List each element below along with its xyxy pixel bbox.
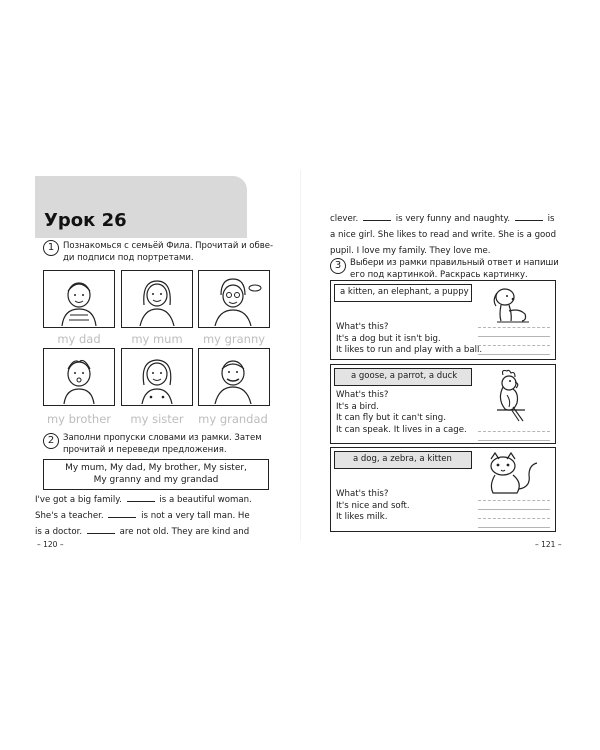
answer-lines-2[interactable]	[478, 423, 550, 441]
task3-line2: его под картинкой. Раскрась картинку.	[350, 269, 528, 280]
exercise-parrot	[330, 364, 556, 444]
task-number-3: 3	[330, 258, 346, 274]
options-box-1: a kitten, an elephant, a puppy	[334, 284, 472, 302]
cont-line1-after: is very funny and naughty.	[395, 214, 511, 224]
ex3-line1: What's this?	[336, 489, 389, 499]
task2-line1: Заполни пропуски словами из рамки. Затем	[63, 433, 262, 443]
dad-portrait-icon	[44, 271, 113, 326]
text-line1-after: is a beautiful woman.	[159, 495, 252, 505]
blank-4[interactable]	[363, 213, 391, 221]
portrait-granny	[198, 270, 270, 328]
parrot-icon	[489, 369, 533, 423]
lesson-title: Урок 26	[44, 210, 127, 231]
text-line2-before: She's a teacher.	[35, 511, 104, 521]
blank-1[interactable]	[127, 494, 155, 502]
caption-my-granny: my granny	[202, 332, 266, 346]
page-number-left: – 120 –	[37, 540, 64, 549]
task2-instructions	[63, 433, 262, 456]
blank-3[interactable]	[87, 526, 115, 534]
continuation-line2: a nice girl. She likes to read and write. She is a good	[330, 230, 557, 240]
page-number-right: – 121 –	[535, 540, 562, 549]
brother-portrait-icon	[44, 349, 113, 404]
ex3-line2: It's nice and soft.	[336, 500, 410, 511]
continuation-line1	[330, 211, 555, 227]
caption-my-brother: my brother	[46, 412, 112, 426]
portrait-grandad	[198, 348, 270, 406]
continuation-line3: pupil. I love my family. They love me.	[330, 246, 491, 256]
portrait-sister	[121, 348, 193, 406]
fill-text-line1	[35, 492, 252, 508]
portrait-brother	[43, 348, 115, 406]
exercise-kitten	[330, 447, 556, 532]
options-box-3: a dog, a zebra, a kitten	[334, 451, 472, 469]
mum-portrait-icon	[122, 271, 191, 326]
ex2-line2: It's a bird.	[336, 401, 379, 412]
word-box-line1: My mum, My dad, My brother, My sister,	[65, 463, 247, 473]
ex1-line1: What's this?	[336, 322, 389, 332]
puppy-icon	[487, 284, 537, 324]
text-line3-after: are not old. They are kind and	[119, 527, 250, 537]
kitten-icon	[483, 451, 545, 495]
task-number-1: 1	[43, 240, 59, 256]
portrait-mum	[121, 270, 193, 328]
caption-my-sister: my sister	[130, 412, 184, 426]
ex2-line1: What's this?	[336, 390, 389, 400]
text-line1-before: I've got a big family.	[35, 495, 122, 505]
granny-portrait-icon	[199, 271, 268, 326]
cont-line1-tail: is	[547, 214, 555, 224]
text-line2-after: is not a very tall man. He	[141, 511, 250, 521]
blank-5[interactable]	[515, 213, 543, 221]
exercise1-text	[336, 322, 482, 357]
fill-text-line2	[35, 508, 250, 524]
word-box	[43, 459, 269, 490]
caption-my-grandad: my grandad	[198, 412, 268, 426]
ex2-line4: It can speak. It lives in a cage.	[336, 424, 467, 435]
fill-text-line3	[35, 524, 249, 540]
exercise-puppy	[330, 280, 556, 360]
caption-my-dad: my dad	[57, 332, 101, 346]
ex2-line3: It can fly but it can't sing.	[336, 413, 446, 423]
task2-line2: прочитай и переведи предложения.	[63, 444, 227, 455]
cont-line1-before: clever.	[330, 214, 359, 224]
exercise2-text	[336, 390, 467, 436]
task3-instructions	[350, 258, 559, 281]
task1-line2: ди подписи под портретами.	[63, 252, 194, 263]
blank-2[interactable]	[108, 510, 136, 518]
options-box-2: a goose, a parrot, a duck	[334, 368, 472, 386]
word-box-line2: My granny and my grandad	[93, 475, 219, 485]
grandad-portrait-icon	[199, 349, 268, 404]
page-fold	[300, 170, 301, 540]
task3-line1: Выбери из рамки правильный ответ и напиши	[350, 258, 559, 268]
ex1-line2: It's a dog but it isn't big.	[336, 333, 441, 344]
portrait-dad	[43, 270, 115, 328]
task1-line1: Познакомься с семьёй Фила. Прочитай и обве-	[63, 241, 274, 251]
caption-my-mum: my mum	[131, 332, 183, 346]
task1-instructions	[63, 241, 273, 264]
exercise3-text	[336, 489, 410, 524]
ex1-line3: It likes to run and play with a ball.	[336, 345, 483, 355]
task-number-2: 2	[43, 433, 59, 449]
answer-lines-1[interactable]	[478, 319, 550, 355]
ex3-line3: It likes milk.	[336, 512, 388, 522]
answer-lines-3[interactable]	[478, 492, 550, 528]
sister-portrait-icon	[122, 349, 191, 404]
text-line3-before: is a doctor.	[35, 527, 83, 537]
